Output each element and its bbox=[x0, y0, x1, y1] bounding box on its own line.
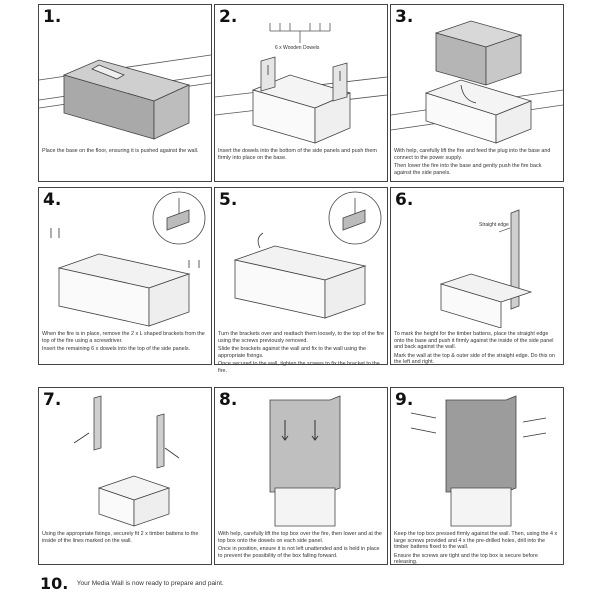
caption-text: Place the base on the floor, ensuring it is pushed against the wall. bbox=[42, 148, 199, 154]
caption-text: Mark the wall at the top & outer side of the straight edge. Do this on the left and right. bbox=[394, 352, 555, 366]
step-7-illustration bbox=[39, 388, 211, 528]
final-step-text: Your Media Wall is now ready to prepare and paint. bbox=[76, 580, 224, 587]
step-number: 5. bbox=[219, 190, 238, 210]
caption-text: To mark the height for the timber battens, place the straight edge onto the base and push it firmly against the inside of the side panel and back against the wall. bbox=[394, 331, 554, 351]
final-step bbox=[40, 574, 560, 594]
step-caption bbox=[218, 331, 384, 377]
step-1-panel bbox=[38, 4, 212, 182]
step-number: 10. bbox=[40, 574, 69, 593]
step-number: 6. bbox=[395, 190, 414, 210]
step-9-panel bbox=[390, 387, 564, 565]
caption-text: Using the appropriate fixings, securely fit 2 x timber battens to the inside of the lines marked on the wall. bbox=[42, 531, 199, 544]
caption-text: With help, carefully lift the top box over the fire, then lower and at the top box onto the dowels on each side panel. bbox=[218, 531, 382, 544]
step-2-illustration bbox=[215, 5, 387, 145]
step-caption bbox=[218, 531, 384, 561]
caption-text: Insert the remaining 6 x dowels into the top of the side panels. bbox=[42, 346, 191, 353]
caption-text: With help, carefully lift the fire and feed the plug into the base and connect to the power supply. bbox=[394, 148, 551, 161]
caption-text: Slide the brackets against the wall and fix to the wall using the appropriate fixings. bbox=[218, 346, 367, 359]
callout-label: 6 x Wooden Dowels bbox=[275, 45, 320, 51]
caption-text: Turn the brackets over and reattach them loosely, to the top of the fire using the screws previously removed. bbox=[218, 331, 385, 344]
caption-text: Insert the dowels into the bottom of the side panels and push them firmly into place on the base. bbox=[218, 148, 377, 161]
step-3-illustration bbox=[391, 5, 563, 145]
step-number: 8. bbox=[219, 390, 238, 410]
callout-label: Straight edge bbox=[479, 222, 509, 228]
step-caption bbox=[394, 331, 560, 368]
step-7-panel bbox=[38, 387, 212, 565]
caption-text: Keep the top box pressed firmly against the wall. Then, using the 4 x large screws provided and 4 x the pre-drilled holes, drill into the timber battens fixed to the wall. bbox=[394, 531, 558, 551]
caption-text: Once secured to the wall, tighten the screws to fix the bracket to the fire. bbox=[218, 361, 380, 374]
step-6-illustration bbox=[391, 188, 563, 328]
step-caption bbox=[42, 531, 208, 546]
step-caption bbox=[42, 148, 208, 157]
caption-text: Ensure the screws are tight and the top box is secure before releasing. bbox=[394, 552, 538, 566]
step-9-illustration bbox=[391, 388, 563, 528]
step-caption bbox=[394, 148, 560, 178]
step-number: 9. bbox=[395, 390, 414, 410]
step-number: 2. bbox=[219, 7, 238, 27]
step-8-illustration bbox=[215, 388, 387, 528]
step-caption bbox=[42, 331, 208, 355]
step-8-panel bbox=[214, 387, 388, 565]
step-5-panel bbox=[214, 187, 388, 374]
step-caption bbox=[218, 148, 384, 163]
step-number: 4. bbox=[43, 190, 62, 210]
step-number: 7. bbox=[43, 390, 62, 410]
step-5-illustration bbox=[215, 188, 387, 328]
step-number: 1. bbox=[43, 7, 62, 27]
step-2-panel bbox=[214, 4, 388, 182]
step-4-panel bbox=[38, 187, 212, 365]
step-1-illustration bbox=[39, 5, 211, 145]
caption-text: Once in position, ensure it is not left unattended and is held in place to prevent the possibility of the box falling forward. bbox=[218, 546, 380, 559]
step-4-illustration bbox=[39, 188, 211, 328]
caption-text: When the fire is in place, remove the 2 x L shaped brackets from the top of the fire using a screwdriver. bbox=[42, 331, 205, 344]
caption-text: Then lower the fire into the base and gently push the fire back against the side panels. bbox=[394, 163, 542, 176]
step-6-panel bbox=[390, 187, 564, 365]
step-caption bbox=[394, 531, 560, 568]
step-number: 3. bbox=[395, 7, 414, 27]
step-3-panel bbox=[390, 4, 564, 182]
